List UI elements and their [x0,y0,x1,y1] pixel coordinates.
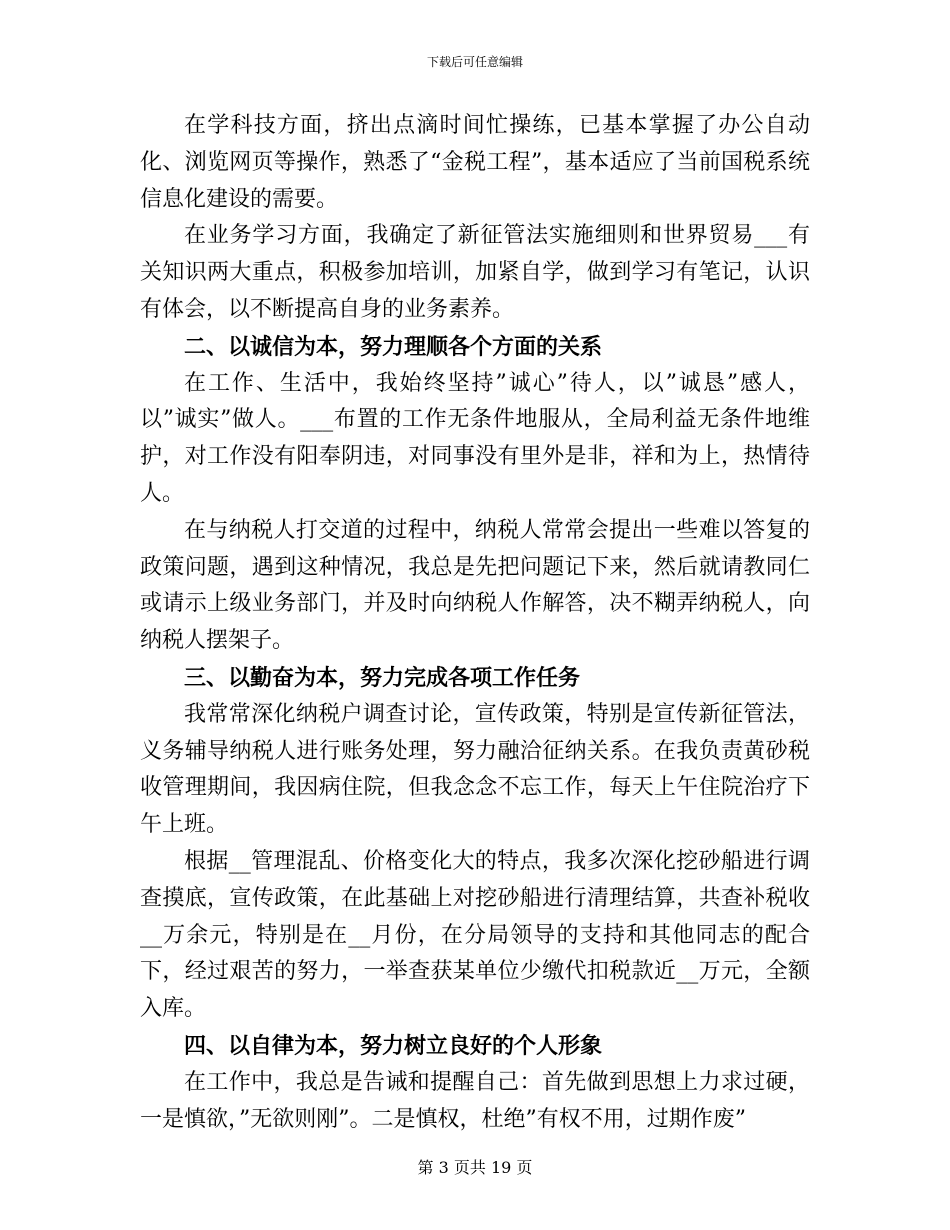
paragraph-sand-management: 根据__管理混乱、价格变化大的特点，我多次深化挖砂船进行调查摸底，宣传政策，在此基础上对挖砂船进行清理结算，共查补税收__万余元，特别是在__月份，在分局领导的支持和其他同志的配合下，经过艰苦的努力，一举查获某单位少缴代扣税款近__万元，全额入库。 [140,848,810,1022]
paragraph-self-admonition: 在工作中，我总是告诫和提醒自己：首先做到思想上力求过硬，一是慎欲，”无欲则刚”。二是慎权，杜绝”有权不用，过期作废” [140,1069,810,1132]
page-header-note: 下载后可任意编辑 [426,55,523,69]
paragraph-business-study: 在业务学习方面，我确定了新征管法实施细则和世界贸易___有关知识两大重点，积极参加培训，加紧自学，做到学习有笔记，认识有体会，以不断提高自身的业务素养。 [140,223,810,322]
section-heading-self-discipline: 四、以自律为本，努力树立良好的个人形象 [184,1032,603,1059]
document-body [140,108,810,1138]
page-number: 第 3 页共 19 页 [417,1158,533,1177]
section-heading-integrity: 二、以诚信为本，努力理顺各个方面的关系 [184,333,603,360]
paragraph-integrity-work-life: 在工作、生活中，我始终坚持”诚心”待人，以”诚恳”感人，以”诚实”做人。___布置的工作无条件地服从，全局利益无条件地维护，对工作没有阳奉阴违，对同事没有里外是非，祥和为上，热情待人。 [140,370,810,506]
paragraph-taxpayer-dealings: 在与纳税人打交道的过程中，纳税人常常会提出一些难以答复的政策问题，遇到这种情况，我总是先把问题记下来，然后就请教同仁或请示上级业务部门，并及时向纳税人作解答，决不糊弄纳税人，向纳税人摆架子。 [140,517,810,654]
paragraph-tech-study: 在学科技方面，挤出点滴时间忙操练，已基本掌握了办公自动化、浏览网页等操作，熟悉了“金税工程”，基本适应了当前国税系统信息化建设的需要。 [140,113,810,212]
paragraph-investigation: 我常常深化纳税户调查讨论，宣传政策，特别是宣传新征管法，义务辅导纳税人进行账务处理，努力融洽征纳关系。在我负责黄砂税收管理期间，我因病住院，但我念念不忘工作，每天上午住院治疗下午上班。 [140,701,810,838]
section-heading-diligence: 三、以勤奋为本，努力完成各项工作任务 [184,664,581,691]
